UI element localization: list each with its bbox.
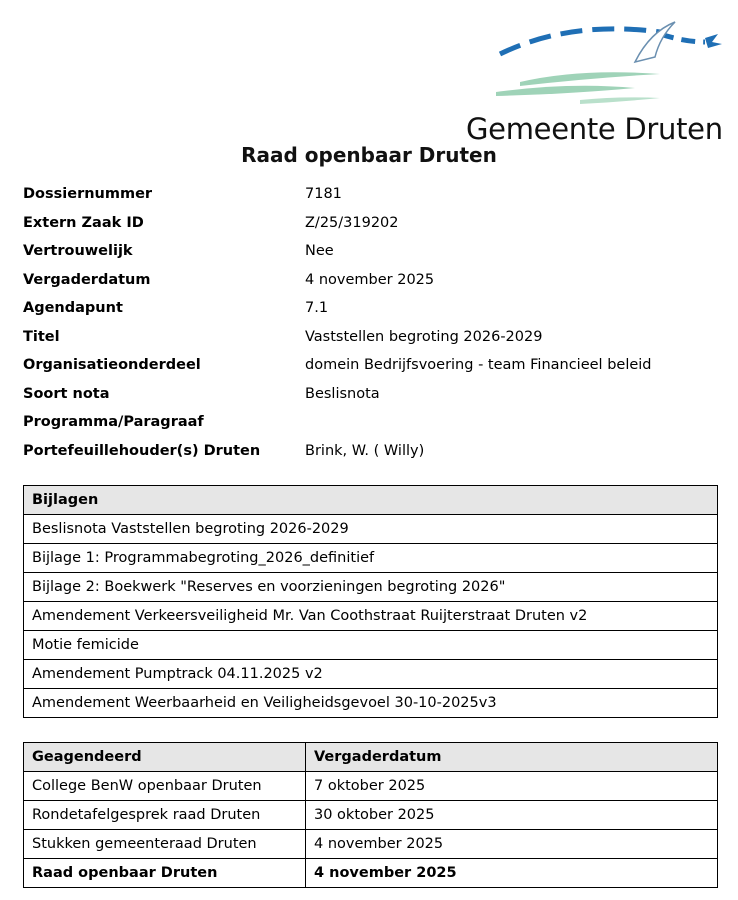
meta-value: 4 november 2025 xyxy=(305,271,435,288)
meta-row xyxy=(23,266,723,295)
bijlagen-header: Bijlagen xyxy=(24,486,718,515)
meta-label: Organisatieonderdeel xyxy=(23,357,201,374)
agenda-name: Rondetafelgesprek raad Druten xyxy=(24,801,306,830)
agenda-date: 4 november 2025 xyxy=(306,859,718,888)
table-row-current xyxy=(24,859,718,888)
meta-value: 7.1 xyxy=(305,300,329,317)
bijlage-item[interactable]: Bijlage 1: Programmabegroting_2026_definitief xyxy=(24,544,718,573)
meta-row xyxy=(23,380,723,409)
column-header-geagendeerd: Geagendeerd xyxy=(24,743,306,772)
metadata-list xyxy=(23,180,723,465)
table-row xyxy=(24,830,718,859)
table-row xyxy=(24,801,718,830)
column-header-vergaderdatum: Vergaderdatum xyxy=(306,743,718,772)
agenda-name: College BenW openbaar Druten xyxy=(24,772,306,801)
meta-row xyxy=(23,237,723,266)
meta-row xyxy=(23,180,723,209)
meta-label: Portefeuillehouder(s) Druten xyxy=(23,442,261,459)
meta-label: Vergaderdatum xyxy=(23,271,151,288)
bijlagen-table xyxy=(23,485,718,718)
meta-row xyxy=(23,408,723,437)
bird-wave-icon xyxy=(460,12,730,112)
meta-label: Programma/Paragraaf xyxy=(23,414,204,431)
agenda-date: 7 oktober 2025 xyxy=(306,772,718,801)
bijlage-item[interactable]: Amendement Verkeersveiligheid Mr. Van Coothstraat Ruijterstraat Druten v2 xyxy=(24,602,718,631)
meta-value: 7181 xyxy=(305,186,342,203)
meta-value: Vaststellen begroting 2026-2029 xyxy=(305,328,543,345)
page-title: Raad openbaar Druten xyxy=(241,143,497,167)
meta-label: Dossiernummer xyxy=(23,186,153,203)
agenda-date: 4 november 2025 xyxy=(306,830,718,859)
meta-value: Beslisnota xyxy=(305,385,380,402)
meta-row xyxy=(23,437,723,466)
meta-label: Vertrouwelijk xyxy=(23,243,133,260)
bijlage-item[interactable]: Amendement Pumptrack 04.11.2025 v2 xyxy=(24,660,718,689)
bijlage-item[interactable]: Beslisnota Vaststellen begroting 2026-2029 xyxy=(24,515,718,544)
bijlage-item[interactable]: Motie femicide xyxy=(24,631,718,660)
meta-row xyxy=(23,209,723,238)
geagendeerd-table xyxy=(23,742,718,888)
meta-row xyxy=(23,351,723,380)
meta-label: Agendapunt xyxy=(23,300,123,317)
table-row xyxy=(24,772,718,801)
logo-text: Gemeente Druten xyxy=(466,112,723,146)
meta-value: domein Bedrijfsvoering - team Financieel beleid xyxy=(305,357,652,374)
meta-value: Brink, W. ( Willy) xyxy=(305,442,425,459)
gemeente-druten-logo xyxy=(460,12,730,146)
meta-label: Soort nota xyxy=(23,385,110,402)
agenda-name: Raad openbaar Druten xyxy=(24,859,306,888)
meta-row xyxy=(23,323,723,352)
agenda-name: Stukken gemeenteraad Druten xyxy=(24,830,306,859)
meta-value: Z/25/319202 xyxy=(305,214,399,231)
bijlage-item[interactable]: Bijlage 2: Boekwerk "Reserves en voorzieningen begroting 2026" xyxy=(24,573,718,602)
meta-value: Nee xyxy=(305,243,334,260)
meta-label: Titel xyxy=(23,328,60,345)
agenda-date: 30 oktober 2025 xyxy=(306,801,718,830)
meta-row xyxy=(23,294,723,323)
bijlage-item[interactable]: Amendement Weerbaarheid en Veiligheidsgevoel 30-10-2025v3 xyxy=(24,689,718,718)
meta-label: Extern Zaak ID xyxy=(23,214,144,231)
